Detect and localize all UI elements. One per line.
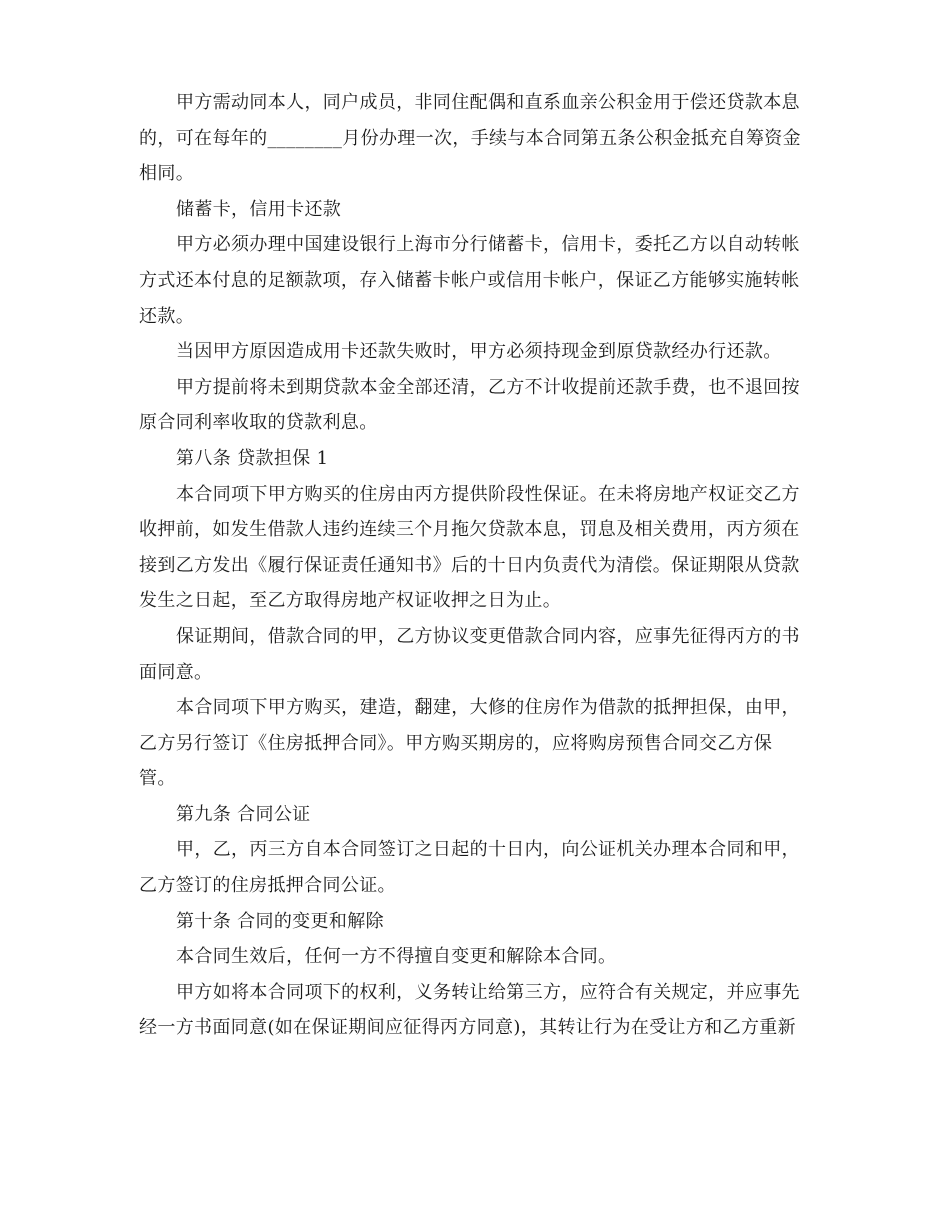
text-line: 还款。 <box>139 305 195 327</box>
text-line: 甲，乙，丙三方自本合同签订之日起的十日内，向公证机关办理本合同和甲， <box>176 839 800 861</box>
paragraph <box>139 334 811 370</box>
text-line: 甲方如将本合同项下的权利，义务转让给第三方，应符合有关规定，并应事先 <box>176 981 800 1003</box>
paragraph <box>139 619 811 690</box>
text-line: 乙方另行签订《住房抵押合同》。甲方购买期房的，应将购房预售合同交乙方保 <box>139 732 773 754</box>
paragraph <box>139 370 811 441</box>
text-line: 面同意。 <box>139 661 213 683</box>
text-line: 发生之日起，至乙方取得房地产权证收押之日为止。 <box>139 590 562 612</box>
text-line: 管。 <box>139 768 176 790</box>
text-line: 的，可在每年的________月份办理一次，手续与本合同第五条公积金抵充自筹资金 <box>139 127 801 149</box>
text-line: 第八条 贷款担保 1 <box>176 447 329 469</box>
text-line: 第十条 合同的变更和解除 <box>176 910 384 932</box>
text-line: 方式还本付息的足额款项，存入储蓄卡帐户或信用卡帐户，保证乙方能够实施转帐 <box>139 269 800 291</box>
text-line: 当因甲方原因造成用卡还款失败时，甲方必须持现金到原贷款经办行还款。 <box>176 341 782 363</box>
text-line: 甲方必须办理中国建设银行上海市分行储蓄卡，信用卡，委托乙方以自动转帐 <box>176 234 800 256</box>
paragraph <box>139 227 811 334</box>
text-line: 收押前，如发生借款人违约连续三个月拖欠贷款本息，罚息及相关费用，丙方须在 <box>139 519 800 541</box>
text-line: 甲方需动同本人，同户成员，非同住配偶和直系血亲公积金用于偿还贷款本息 <box>176 92 800 113</box>
paragraph <box>139 690 811 797</box>
text-line: 第九条 合同公证 <box>176 803 311 825</box>
paragraph <box>139 85 811 192</box>
paragraph <box>139 192 811 228</box>
paragraph <box>139 797 811 833</box>
text-line: 相同。 <box>139 163 195 185</box>
text-line: 保证期间，借款合同的甲，乙方协议变更借款合同内容，应事先征得丙方的书 <box>176 625 800 647</box>
document-body <box>139 85 811 1046</box>
text-line: 接到乙方发出《履行保证责任通知书》后的十日内负责代为清偿。保证期限从贷款 <box>139 554 800 576</box>
text-line: 本合同项下甲方购买的住房由丙方提供阶段性保证。在未将房地产权证交乙方 <box>176 483 800 505</box>
text-line: 甲方提前将未到期贷款本金全部还清，乙方不计收提前还款手费，也不退回按 <box>176 376 800 398</box>
paragraph <box>139 477 811 619</box>
paragraph <box>139 904 811 940</box>
text-line: 经一方书面同意(如在保证期间应征得丙方同意)，其转让行为在受让方和乙方重新 <box>139 1017 796 1039</box>
text-line: 储蓄卡，信用卡还款 <box>176 198 342 220</box>
text-line: 本合同项下甲方购买，建造，翻建，大修的住房作为借款的抵押担保，由甲， <box>176 697 800 719</box>
paragraph <box>139 832 811 903</box>
text-line: 乙方签订的住房抵押合同公证。 <box>139 875 396 897</box>
text-line: 本合同生效后，任何一方不得擅自变更和解除本合同。 <box>176 946 617 968</box>
text-line: 原合同利率收取的贷款利息。 <box>139 412 378 434</box>
paragraph <box>139 441 811 477</box>
paragraph <box>139 975 811 1046</box>
paragraph <box>139 939 811 975</box>
